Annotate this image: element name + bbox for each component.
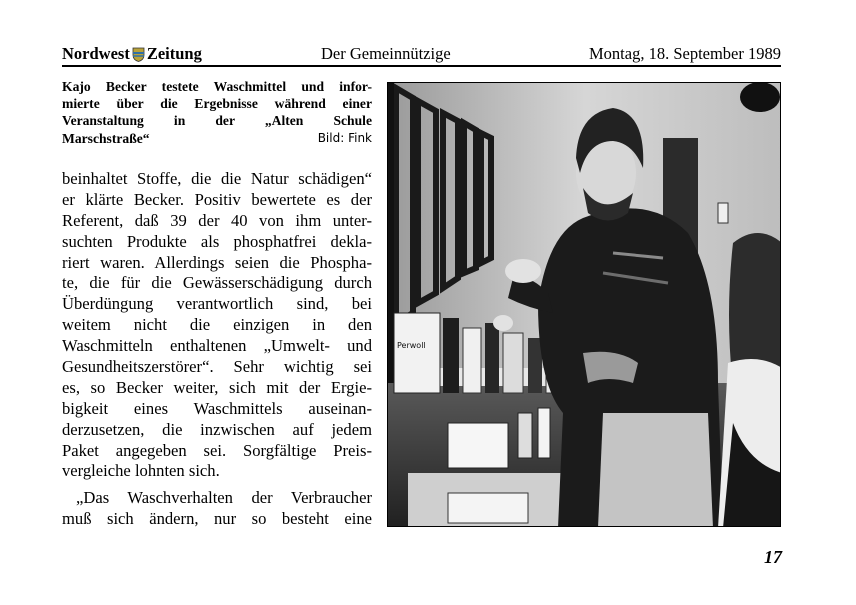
section-title: Der Gemeinnützige — [321, 44, 451, 63]
article-line: er klärte Becker. Positiv bewertete es der — [62, 189, 372, 209]
caption-last-line — [62, 130, 372, 147]
article-photo — [387, 82, 781, 527]
page-number: 17 — [764, 547, 782, 567]
article-line: beinhaltet Stoffe, die die Natur schädigen“ — [62, 169, 372, 188]
article-line: Waschmitteln enthaltenen „Umwelt- und — [62, 336, 372, 356]
article-line: muß sich ändern, nur so besteht eine — [62, 509, 372, 529]
article-line: derzusetzen, die inzwischen auf jedem — [62, 419, 372, 439]
article-line: „Das Waschverhalten der Verbraucher — [76, 488, 372, 508]
caption-line: mierte über die Ergebnisse während einer — [62, 96, 372, 112]
product-label: Perwoll — [397, 341, 426, 350]
caption-line: Veranstaltung in der „Alten Schule — [62, 113, 372, 129]
article-line: es, so Becker weiter, sich mit der Ergie- — [62, 377, 372, 397]
photo-caption — [62, 78, 372, 147]
article-line: Gesundheitszerstörer“. Sehr wichtig sei — [62, 357, 372, 377]
article-line: Paket angegeben sei. Sorgfältige Preis- — [62, 440, 372, 460]
article-line: suchten Produkte als phosphatfrei dekla- — [62, 231, 372, 251]
photo-man-testing-detergents-icon — [388, 83, 781, 527]
caption-line: Marschstraße“ — [62, 130, 150, 146]
brand-name-left: Nordwest — [62, 44, 130, 63]
newspaper-brand — [62, 44, 202, 64]
brand-name-right: Zeitung — [146, 44, 202, 63]
header-rule — [62, 65, 781, 67]
caption-line: Kajo Becker testete Waschmittel und infor- — [62, 79, 372, 94]
newspaper-header — [62, 44, 781, 66]
article-line: bigkeit eines Waschmittels auseinan- — [62, 398, 372, 418]
article-line: Überdüngung verantwortlich sind, bei — [62, 294, 372, 314]
article-line: te, die für die Gewässerschädigung durch — [62, 273, 372, 293]
article-line: riert waren. Allerdings seien die Phospha- — [62, 252, 372, 272]
article-body — [62, 169, 372, 530]
crest-icon — [132, 47, 145, 62]
article-line: Referent, daß 39 der 40 von ihm unter- — [62, 210, 372, 230]
article-line: weitem nicht die einzigen in den — [62, 315, 372, 335]
photo-credit: Bild: Fink — [317, 130, 372, 145]
issue-date: Montag, 18. September 1989 — [588, 44, 781, 63]
article-line: vergleiche lohnten sich. — [62, 461, 220, 481]
